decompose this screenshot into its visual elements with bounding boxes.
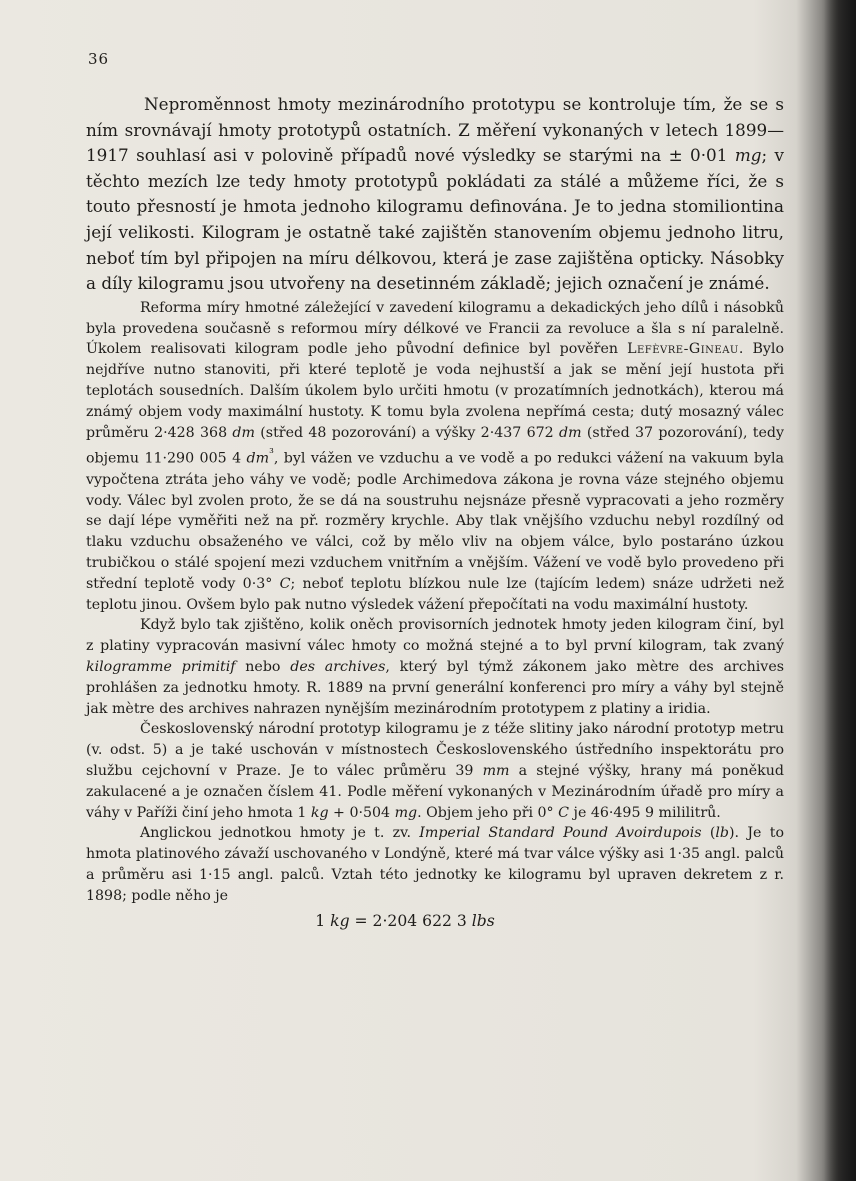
italic-text: kilogramme primitif: [86, 659, 236, 676]
superscript: ³: [269, 446, 274, 461]
text-run: . Objem jeho při 0°: [417, 804, 559, 821]
text-run: ; v těchto mezích lze tedy hmoty prototypů pokládati za stálé a můžeme říci, že s touto přesností je hmota jednoho kilogramu definována. Je to jedna stomiliontina její velikosti. Kilogram je ostatně také zajištěn stanovením objemu jednoho litru, neboť tím byl připojen na míru délkovou, která je zase zajištěna opticky. Násobky a díly kilogramu jsou utvořeny na desetinném základě; jejich označení je známé.: [86, 145, 784, 294]
text-run: je 46·495 9 mililitrů.: [569, 804, 721, 821]
italic-text: dm: [559, 424, 582, 441]
page-number: 36: [88, 50, 110, 68]
text-run: Reforma míry hmotné záležející v zavedení kilogramu a dekadických jeho dílů i násobků byla provedena současně s reformou míry délkové ve Francii za revoluce a šla s ní paralelně. Úkolem realisovati kilogram podle jeho původní definice byl pověřen: [86, 299, 784, 358]
body-text: [86, 92, 784, 933]
text-run: , který byl týmž zákonem jako mètre des archives prohlášen za jednotku hmoty. R. 1889 na první generální konferenci pro míry a váhy byl stejně jak mètre des archives nahrazen nynějším mezinárodním prototypem z platiny a iridia.: [86, 659, 785, 717]
italic-text: C: [279, 575, 291, 592]
paragraph-kilogramme-primitif: [86, 615, 784, 719]
italic-text: kg: [330, 911, 350, 930]
equation-kg-to-lbs: [86, 909, 784, 933]
text-run: Když bylo tak zjištěno, kolik oněch provisorních jednotek hmoty jeden kilogram činí, byl z platiny vypracován masivní válec hmoty co možná stejné a to byl první kilogram, tak zvaný: [86, 617, 784, 655]
text-run: a stejné výšky, hrany má poněkud zakulacené a je označen číslem 41. Podle měření vykonaných v Mezinárodním úřadě pro míry a váhy v Paříži činí jeho hmota 1: [86, 763, 784, 821]
italic-text: mg: [734, 145, 762, 166]
text-run: + 0·504: [328, 804, 395, 821]
text-run: ; neboť teplotu blízkou nule lze (tajícím ledem) snáze udržeti než teplotu jinou. Ovšem bylo pak nutno výsledek vážení přepočítati na vodu maximální hustoty.: [86, 575, 784, 613]
smallcaps-name: Lefèvre-Gineau: [627, 341, 739, 358]
text-run: Československý národní prototyp kilogramu je z téže slitiny jako národní prototyp metru (v. odst. 5) a je také uschován v místnostech Československého ústředního inspektorátu pro službu cejchovní v Praze. Je to válec průměru 39: [86, 721, 784, 780]
italic-text: C: [558, 804, 570, 821]
text-run: nebo: [235, 659, 291, 676]
italic-text: mm: [482, 763, 510, 780]
text-run: (střed 37 pozorování), tedy objemu 11·290 005 4: [86, 424, 784, 468]
text-run: ). Je to hmota platinového závaží uschovaného v Londýně, které má tvar válce výšky asi 1·35 angl. palců a průměru asi 1·15 angl. palců. Vztah této jednotky ke kilogramu byl upraven dekretem z r. 1898; podle něho je: [86, 825, 784, 904]
text-run: , byl vážen ve vzduchu a ve vodě a po redukci vážení na vakuum byla vypočtena ztráta jeho váhy ve vodě; podle Archimedova zákona je rovna váze stejného objemu vody. Válec byl zvolen proto, že se dá na soustruhu nejsnáze přesně vypracovati a jeho rozměry se dají lépe vyměřiti než na př. rozměry krychle. Aby tlak vnějšího vzduchu nebyl rozdílný od tlaku vzduchu obsaženého ve válci, což by mělo vliv na objem válce, bylo postaráno úzkou trubičkou o stálé spojení mezi vzduchem vnitřním a vnějším. Vážení ve vodě bylo provedeno při střední teplotě vody 0·3°: [86, 451, 785, 592]
text-run: (: [701, 825, 716, 842]
paragraph-czechoslovak-prototype: [86, 719, 784, 823]
paragraph-reform-history: [86, 298, 784, 616]
italic-text: dm: [232, 424, 255, 441]
text-run: = 2·204 622 3: [349, 911, 472, 930]
text-run: (střed 48 pozorování) a výšky 2·437 672: [254, 424, 560, 441]
italic-text: lb: [715, 825, 730, 842]
text-run: . Bylo nejdříve nutno stanoviti, při které teplotě je voda nejhustší a jak se mění její hustota při teplotách sousedních. Dalším úkolem bylo určiti hmotu (v prozatímních jednotkách), kterou má známý objem vody maximální hustoty. K tomu byla zvolena nepřímá cesta; dutý mosazný válec průměru 2·428 368: [86, 341, 784, 441]
text-run: Anglickou jednotkou hmoty je t. zv.: [140, 825, 420, 842]
italic-text: dm: [246, 451, 270, 468]
text-run: Neproměnnost hmoty mezinárodního prototypu se kontroluje tím, že se s ním srovnávají hmoty prototypů ostatních. Z měření vykonaných v letech 1899—1917 souhlasí asi v polovině případů nové výsledky se starými na ± 0·01: [86, 94, 784, 166]
italic-text: Imperial Standard Pound Avoirdupois: [419, 825, 702, 842]
paragraph-imperial-pound: [86, 823, 784, 906]
italic-text: lbs: [471, 911, 495, 930]
text-run: 1: [315, 911, 331, 930]
italic-text: kg: [310, 804, 329, 821]
italic-text: mg: [394, 804, 418, 821]
paragraph-stability-of-prototype: [86, 92, 784, 297]
italic-text: des archives: [290, 659, 386, 676]
scan-shadow-edge: [824, 0, 856, 1181]
